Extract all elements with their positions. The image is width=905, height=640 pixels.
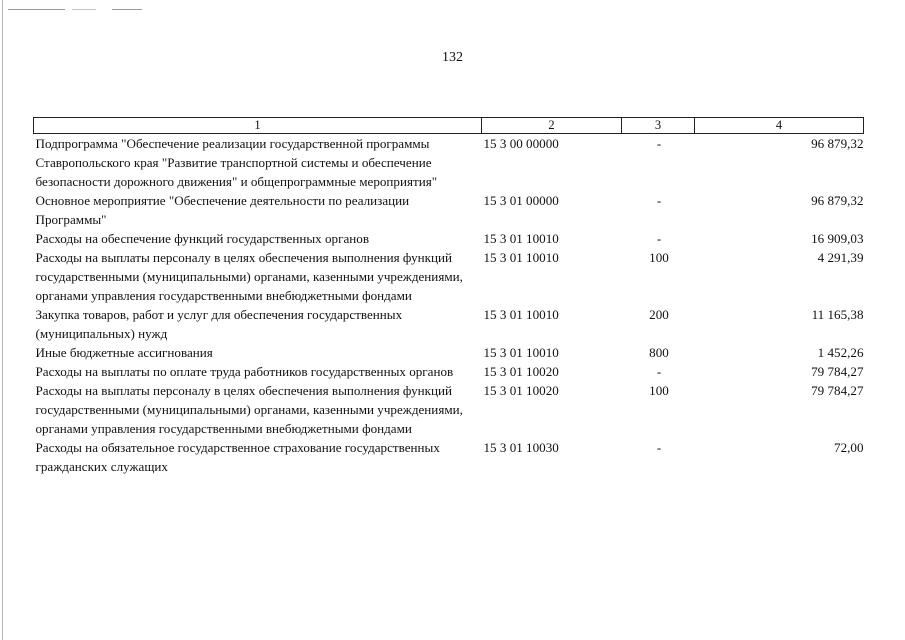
- table-row: [34, 191, 864, 229]
- row-type: 100: [649, 250, 669, 265]
- row-name: Подпрограмма "Обеспечение реализации государственной программы Ставропольского края "Развитие транспортной системы и обеспечение безопасности дорожного движения" и общепрограммные мероприятия": [35, 136, 438, 189]
- row-name: Расходы на выплаты персоналу в целях обеспечения выполнения функций государственными (муниципальными) органами, казенными учреждениями, органами управления государственными внебюджетными фондами: [35, 383, 463, 436]
- table-row: [34, 343, 864, 362]
- row-name: Иные бюджетные ассигнования: [35, 345, 213, 360]
- row-code: 15 3 01 10010: [483, 250, 559, 265]
- scan-artifact-line: [112, 9, 142, 10]
- row-code: 15 3 01 10010: [483, 231, 559, 246]
- row-type: 200: [649, 307, 669, 322]
- column-header-type: 3: [622, 118, 695, 134]
- row-type: -: [656, 193, 662, 208]
- column-header-code: 2: [482, 118, 622, 134]
- row-amount: 96 879,32: [811, 136, 864, 151]
- row-amount: 16 909,03: [811, 231, 864, 246]
- row-type: -: [656, 364, 662, 379]
- row-code: 15 3 01 10030: [483, 440, 559, 455]
- column-header-amount: 4: [695, 118, 864, 134]
- row-name: Основное мероприятие "Обеспечение деятельности по реализации Программы": [35, 193, 410, 227]
- row-type: 100: [649, 383, 669, 398]
- scan-margin-line: [2, 0, 3, 640]
- row-code: 15 3 00 00000: [483, 136, 559, 151]
- row-code: 15 3 01 10020: [483, 383, 559, 398]
- row-code: 15 3 01 10010: [483, 307, 559, 322]
- row-amount: 79 784,27: [811, 364, 864, 379]
- table-row: [34, 229, 864, 248]
- row-type: -: [656, 440, 662, 455]
- row-name: Закупка товаров, работ и услуг для обеспечения государственных (муниципальных) нужд: [35, 307, 403, 341]
- table-row: [34, 381, 864, 438]
- row-type: 800: [649, 345, 669, 360]
- row-code: 15 3 01 00000: [483, 193, 559, 208]
- row-code: 15 3 01 10020: [483, 364, 559, 379]
- table-row: [34, 362, 864, 381]
- row-amount: 96 879,32: [811, 193, 864, 208]
- row-name: Расходы на обязательное государственное страхование государственных гражданских служащих: [35, 440, 440, 474]
- row-amount: 79 784,27: [811, 383, 864, 398]
- row-name: Расходы на выплаты по оплате труда работников государственных органов: [35, 364, 454, 379]
- table-row: [34, 248, 864, 305]
- row-code: 15 3 01 10010: [483, 345, 559, 360]
- row-name: Расходы на выплаты персоналу в целях обеспечения выполнения функций государственными (муниципальными) органами, казенными учреждениями, органами управления государственными внебюджетными фондами: [35, 250, 463, 303]
- row-amount: 4 291,39: [817, 250, 864, 265]
- row-type: -: [656, 136, 662, 151]
- row-amount: 11 165,38: [811, 307, 864, 322]
- table-row: [34, 134, 864, 192]
- table-header-row: [34, 118, 864, 134]
- budget-table: [33, 117, 864, 476]
- row-type: -: [656, 231, 662, 246]
- row-amount: 1 452,26: [817, 345, 864, 360]
- table-row: [34, 438, 864, 476]
- scan-artifact-line: [72, 9, 96, 10]
- row-amount: 72,00: [834, 440, 864, 455]
- row-name: Расходы на обеспечение функций государственных органов: [35, 231, 370, 246]
- page-number: 132: [442, 50, 463, 65]
- table-row: [34, 305, 864, 343]
- column-header-name: 1: [34, 118, 482, 134]
- scan-artifact-line: [8, 9, 65, 10]
